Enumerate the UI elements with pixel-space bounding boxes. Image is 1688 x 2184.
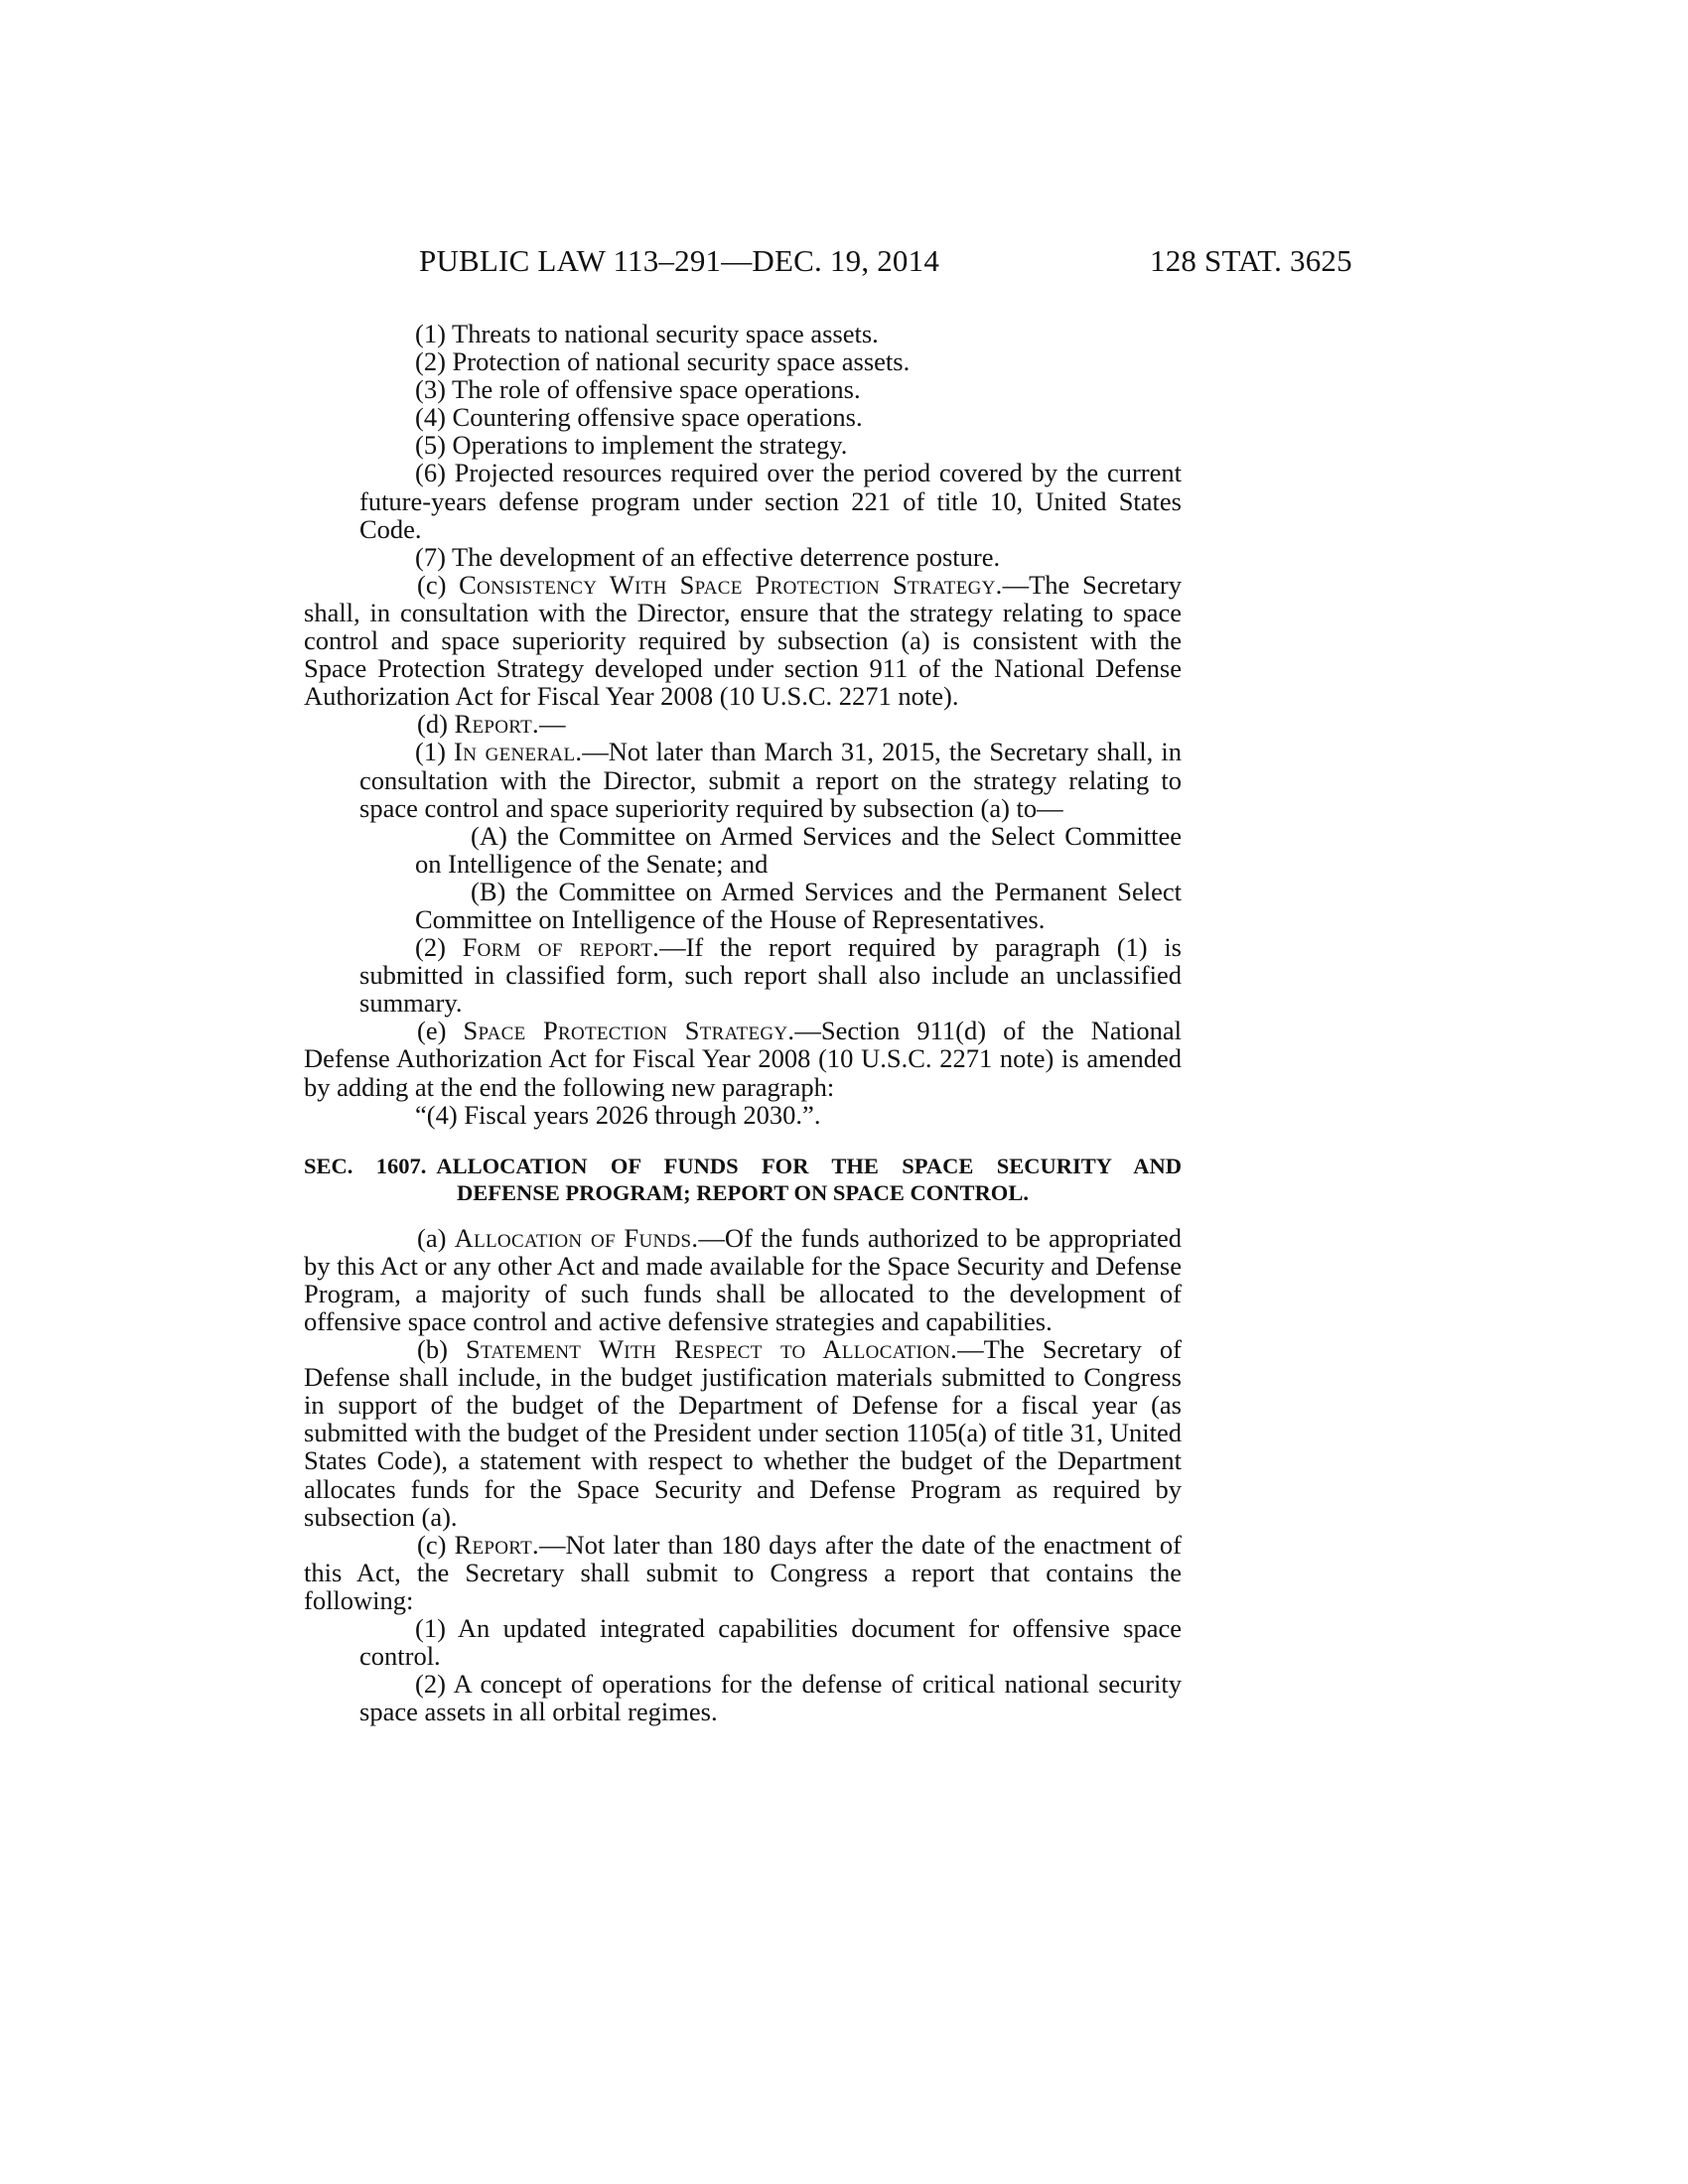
paragraph-b6: (6) Projected resources required over the period covered by the current future-years defense program under section 221 of title 10, United States Code. [359, 458, 1182, 544]
document-body [304, 320, 1182, 1725]
subsection-dash: — [538, 709, 566, 740]
paragraph-heading: Form of report. [462, 932, 660, 963]
subsection-heading: Report. [454, 709, 539, 740]
paragraph-d2 [359, 933, 1182, 1017]
section-heading [304, 1153, 1182, 1206]
subparagraph-B: (B) the Committee on Armed Services and the Permanent Select Committee on Intelligence of the House of Representatives. [415, 876, 1182, 934]
subsection-label: (e) [417, 1016, 464, 1046]
section-title-line1: ALLOCATION OF FUNDS FOR THE SPACE SECURITY AND [436, 1153, 1182, 1178]
subsection-label: (c) [417, 569, 460, 600]
subsection-d [304, 710, 1182, 738]
paragraph-b1: (1) Threats to national security space assets. [415, 319, 879, 348]
section-heading-line1 [304, 1153, 1182, 1179]
subsection-heading: Report. [454, 1529, 539, 1560]
paragraph-heading: In general. [454, 737, 583, 767]
subsection-c [304, 571, 1182, 710]
list-item [304, 320, 1182, 459]
section-number: SEC. 1607. [304, 1153, 427, 1178]
section-subsection-a [304, 1224, 1182, 1335]
section-subsection-c [304, 1531, 1182, 1614]
paragraph-b3: (3) The role of offensive space operations. [415, 374, 861, 405]
subsection-label: (a) [417, 1222, 455, 1253]
subsection-text: —Of the funds authorized to be appropriated by this Act or any other Act and made available for the Space Security and Defense Program, a majority of such funds shall be allocated to the development of offensive space control and active defensive strategies and capabilities. [304, 1222, 1182, 1336]
paragraph-text: —If the report required by paragraph (1) is submitted in classified form, such report shall also include an unclassified summary. [359, 932, 1182, 1019]
paragraph-b7: (7) The development of an effective deterrence posture. [415, 541, 1001, 572]
paragraph-b4: (4) Countering offensive space operations. [415, 402, 863, 433]
subsection-heading: Allocation of Funds. [454, 1222, 699, 1253]
subsection-heading: Statement With Respect to Allocation. [465, 1334, 958, 1365]
subparagraph-A: (A) the Committee on Armed Services and the Select Committee on Intelligence of the Senate; and [415, 820, 1182, 879]
paragraph-b5: (5) Operations to implement the strategy. [415, 430, 848, 461]
section-subsection-b [304, 1335, 1182, 1531]
subsection-label: (b) [417, 1334, 466, 1365]
paragraph-d1 [359, 738, 1182, 821]
subsection-heading: Consistency With Space Protection Strategy. [459, 569, 1003, 600]
section-c-item-1: (1) An updated integrated capabilities document for offensive space control. [359, 1613, 1182, 1672]
running-header-title: PUBLIC LAW 113–291—DEC. 19, 2014 [419, 243, 940, 278]
paragraph-label: (2) [415, 932, 463, 963]
paragraph-text: —Not later than March 31, 2015, the Secretary shall, in consultation with the Director, submit a report on the strategy relating to space control and space superiority required by subsection (a) to— [359, 737, 1182, 823]
paragraph-b2: (2) Protection of national security space assets. [415, 346, 911, 377]
subsection-heading: Space Protection Strategy. [463, 1016, 795, 1046]
subsection-text: —Not later than 180 days after the date of the enactment of this Act, the Secretary shall submit to Congress a report that contains the following: [304, 1529, 1182, 1615]
subsection-text: —The Secretary of Defense shall include, in the budget justification materials submitted to Congress in support of the budget of the Department of Defense for a fiscal year (as submitted with the budget of the President under section 1105(a) of title 31, United States Code), a statement with respect to whether the budget of the Department allocates funds for the Space Security and Defense Program as required by subsection (a). [304, 1334, 1182, 1532]
subsection-label: (d) [417, 709, 455, 740]
subsection-text: —The Secretary shall, in consultation with the Director, ensure that the strategy relating to space control and space superiority required by subsection (a) is consistent with the Space Protection Strategy developed under section 911 of the National Defense Authorization Act for Fiscal Year 2008 (10 U.S.C. 2271 note). [304, 569, 1183, 712]
section-c-item-2: (2) A concept of operations for the defense of critical national security space assets in all orbital regimes. [359, 1669, 1182, 1727]
subsection-text: —Section 911(d) of the National Defense Authorization Act for Fiscal Year 2008 (10 U.S.C. 2271 note) is amended by adding at the end the following new paragraph: [304, 1016, 1182, 1102]
quoted-amendment: “(4) Fiscal years 2026 through 2030.”. [415, 1099, 821, 1130]
subsection-label: (c) [417, 1529, 455, 1560]
section-title-line2: DEFENSE PROGRAM; REPORT ON SPACE CONTROL. [457, 1179, 1029, 1205]
subsection-e [304, 1017, 1182, 1100]
paragraph-label: (1) [415, 737, 455, 767]
running-header-page-number: 128 STAT. 3625 [1150, 243, 1352, 278]
